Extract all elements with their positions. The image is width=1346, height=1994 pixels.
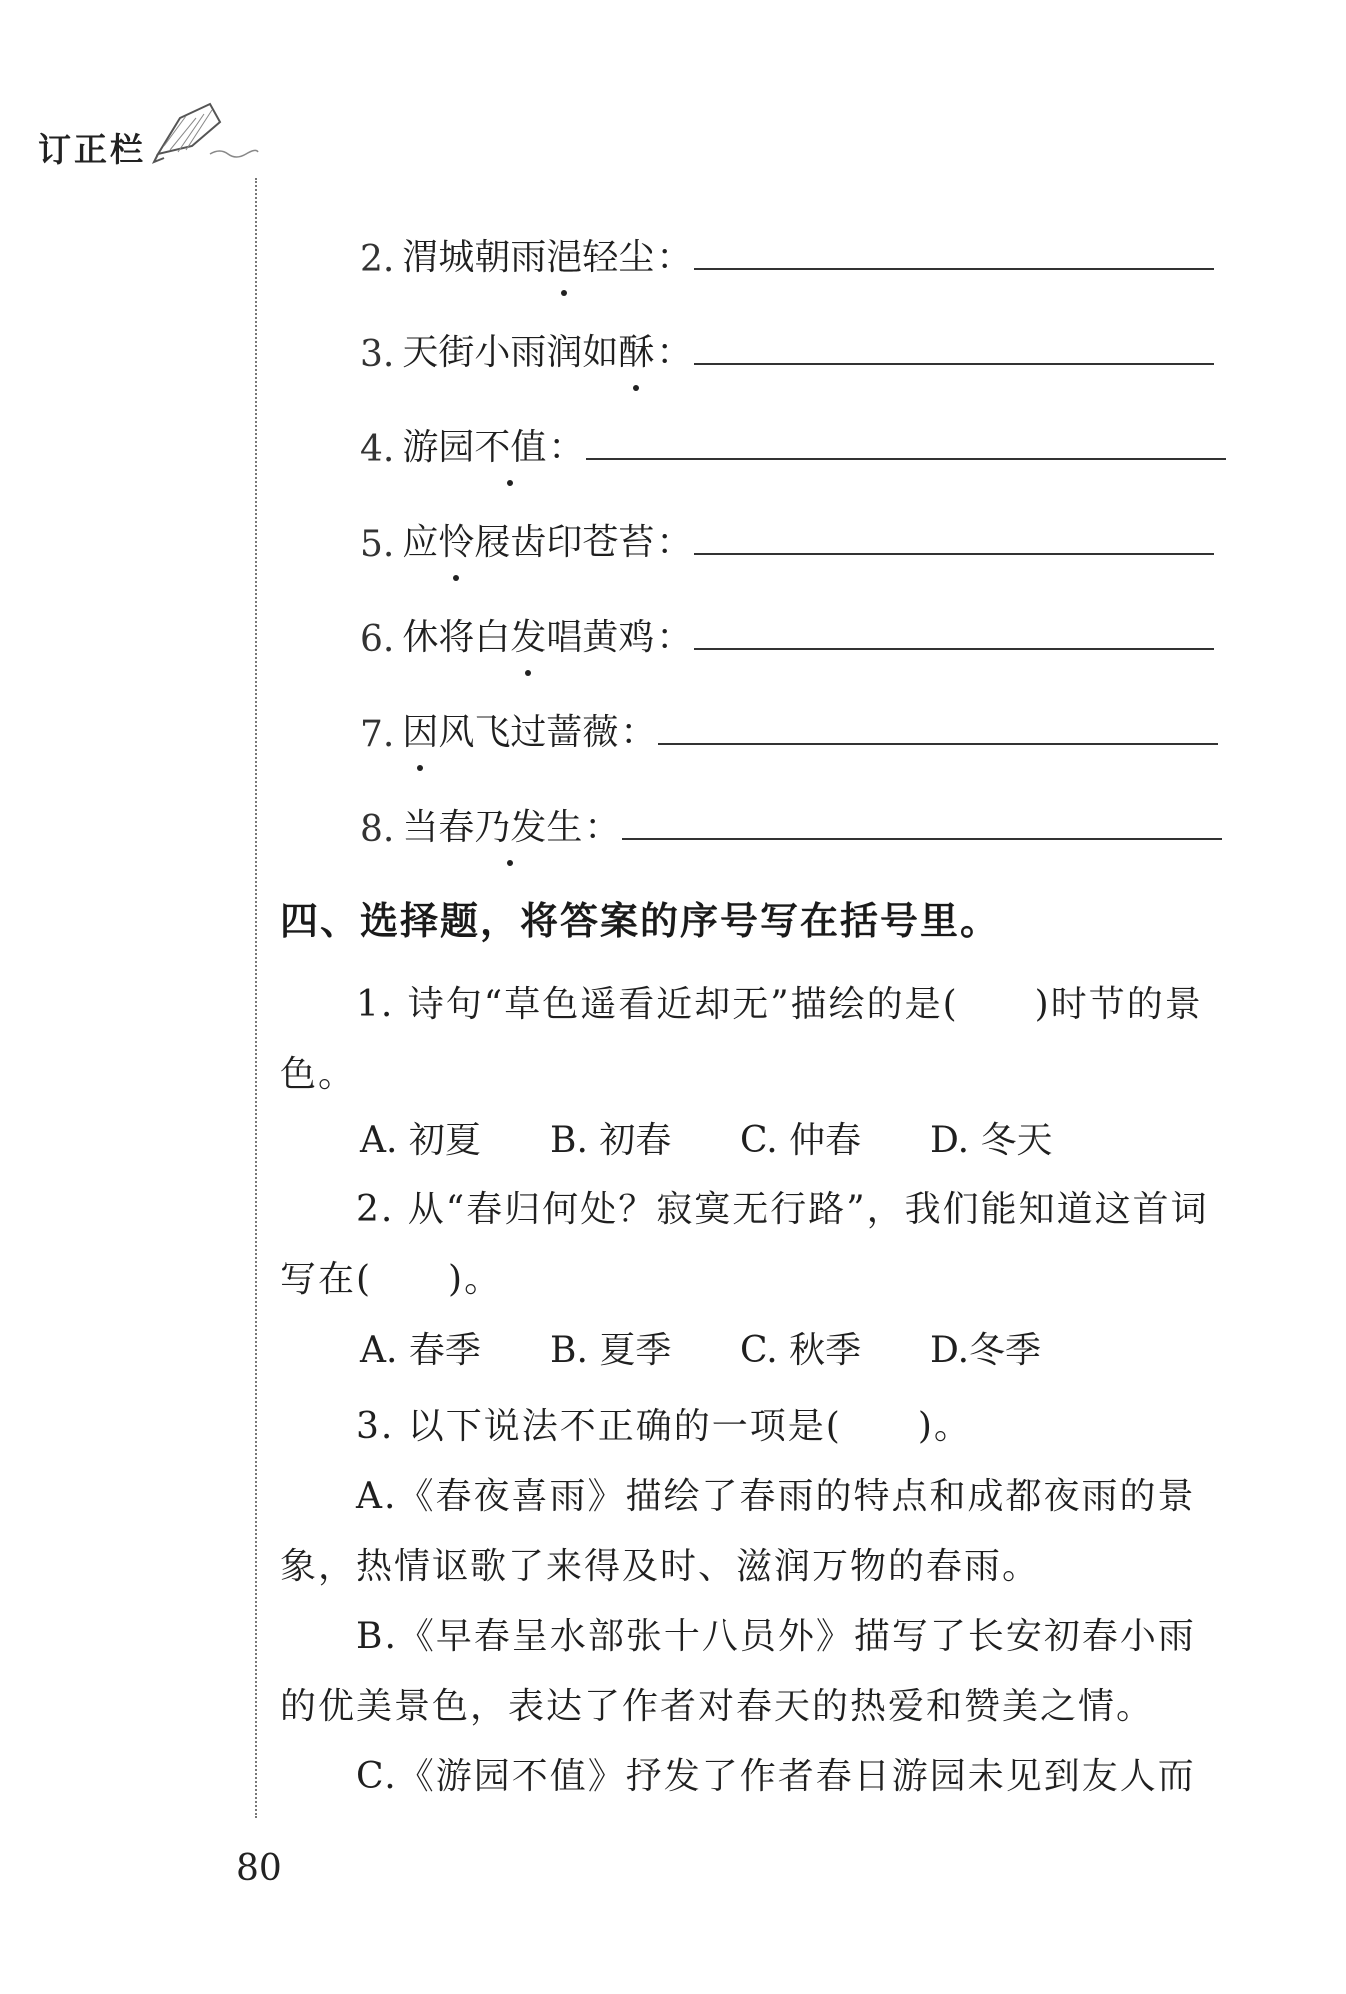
emphasis-dot-char: 酥 <box>618 324 654 375</box>
item-number: 5. <box>360 524 395 565</box>
fill-item-5 <box>360 505 1214 565</box>
option-a[interactable]: A. 春季 <box>360 1330 481 1371</box>
option-d[interactable]: D. 冬天 <box>930 1120 1053 1161</box>
fill-item-3 <box>360 315 1214 375</box>
emphasis-dot-char: 因 <box>402 704 438 755</box>
item-text: 轻尘 <box>582 237 655 278</box>
fill-item-7 <box>360 695 1218 755</box>
option-b[interactable]: B. 夏季 <box>550 1330 672 1371</box>
question-stem: 1. 诗句“草色遥看近却无”描绘的是( )时节的景色。 <box>280 984 1203 1095</box>
item-number: 4. <box>360 429 395 470</box>
fill-item-2 <box>360 220 1214 280</box>
item-colon: ： <box>584 807 621 848</box>
item-text: 应 <box>402 522 439 563</box>
page-number: 80 <box>236 1848 282 1889</box>
emphasis-dot-char: 浥 <box>546 229 582 280</box>
item-text: 当春 <box>402 807 475 848</box>
option-text[interactable]: A.《春夜喜雨》描绘了春雨的特点和成都夜雨的景象，热情讴歌了来得及时、滋润万物的春雨。 <box>280 1476 1196 1587</box>
item-colon: ： <box>548 427 585 468</box>
margin-divider <box>255 178 257 1818</box>
item-text: 屐齿印苍苔 <box>474 522 655 563</box>
question-1-options <box>360 1112 1120 1163</box>
item-text: 休将 <box>402 617 475 658</box>
question-3-option-a <box>280 1462 1230 1602</box>
option-b[interactable]: B. 初春 <box>550 1120 672 1161</box>
option-text[interactable]: C.《游园不值》抒发了作者春日游园未见到友人而 <box>356 1756 1196 1797</box>
item-colon: ： <box>656 617 693 658</box>
emphasis-dot-char: 不值 <box>474 419 546 470</box>
item-number: 2. <box>360 239 395 280</box>
answer-line[interactable] <box>694 363 1214 365</box>
emphasis-dot-char: 怜 <box>438 514 474 565</box>
answer-line[interactable] <box>694 648 1214 650</box>
item-text: 渭城朝雨 <box>402 237 547 278</box>
fill-item-6 <box>360 600 1214 660</box>
option-d[interactable]: D.冬季 <box>930 1330 1042 1371</box>
answer-line[interactable] <box>622 838 1222 840</box>
answer-line[interactable] <box>694 553 1214 555</box>
answer-line[interactable] <box>694 268 1214 270</box>
question-3-option-b <box>280 1602 1230 1742</box>
item-number: 3. <box>360 334 395 375</box>
option-c[interactable]: C. 仲春 <box>740 1120 862 1161</box>
question-3 <box>280 1392 1230 1462</box>
item-number: 6. <box>360 619 395 660</box>
emphasis-dot-char: 乃发 <box>474 799 546 850</box>
item-number: 7. <box>360 714 395 755</box>
sidebar-title: 订正栏 <box>38 130 146 169</box>
section-heading: 四、选择题，将答案的序号写在括号里。 <box>280 899 1001 943</box>
pencil-icon <box>150 96 260 166</box>
emphasis-dot-char: 白发唱 <box>474 609 582 660</box>
item-text: 游园 <box>402 427 475 468</box>
item-text: 黄鸡 <box>582 617 655 658</box>
question-stem: 3. 以下说法不正确的一项是( )。 <box>356 1406 972 1447</box>
fill-item-4 <box>360 410 1226 470</box>
item-colon: ： <box>656 332 693 373</box>
item-colon: ： <box>656 237 693 278</box>
option-a[interactable]: A. 初夏 <box>360 1120 481 1161</box>
answer-line[interactable] <box>586 458 1226 460</box>
answer-line[interactable] <box>658 743 1218 745</box>
fill-item-8 <box>360 790 1222 850</box>
item-colon: ： <box>620 712 657 753</box>
item-text: 风飞过蔷薇 <box>438 712 619 753</box>
question-2-options <box>360 1322 1120 1373</box>
question-stem: 2. 从“春归何处？寂寞无行路”，我们能知道这首词写在( )。 <box>280 1189 1209 1300</box>
option-c[interactable]: C. 秋季 <box>740 1330 862 1371</box>
question-3-option-c <box>280 1742 1230 1812</box>
question-1 <box>280 970 1230 1110</box>
option-text[interactable]: B.《早春呈水部张十八员外》描写了长安初春小雨的优美景色，表达了作者对春天的热爱和赞美之情。 <box>280 1616 1196 1727</box>
item-text: 生 <box>546 807 583 848</box>
question-2 <box>280 1175 1230 1315</box>
item-number: 8. <box>360 809 395 850</box>
item-colon: ： <box>656 522 693 563</box>
item-text: 天街小雨润如 <box>402 332 619 373</box>
